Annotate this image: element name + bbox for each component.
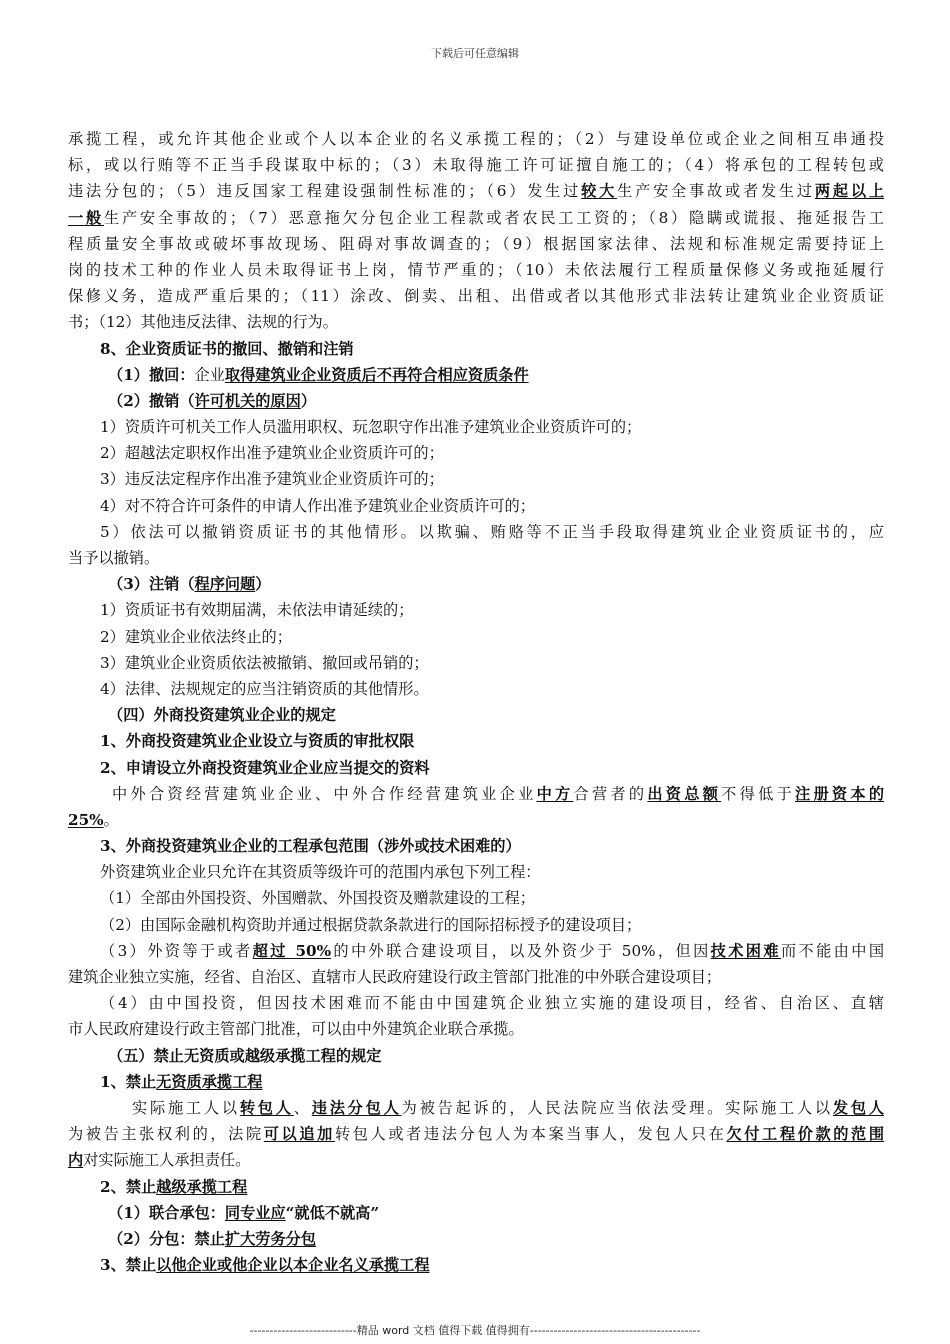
text-line <box>68 781 884 807</box>
text-span: 保修义务，造成严重后果的；（11）涂改、倒卖、出租、出借或者以其他形式非法转让建筑业企业资质证 <box>68 287 884 306</box>
bold-text: 1、外商投资建筑业企业设立与资质的审批权限 <box>100 732 415 751</box>
text-line <box>68 1147 884 1173</box>
emphasized-text: 越级承揽工程 <box>156 1177 248 1196</box>
emphasized-text: 无资质承揽工程 <box>156 1072 263 1091</box>
text-span: 2）建筑业企业依法终止的； <box>100 627 292 646</box>
emphasized-text: 以他企业或他企业以本企业名义承揽工程 <box>156 1256 430 1275</box>
text-line <box>68 807 884 833</box>
text-line <box>68 466 884 492</box>
text-line <box>68 336 884 362</box>
text-span: 为被告起诉的，人民法院应当依法受理。实际施工人以 <box>401 1098 833 1117</box>
text-span: 2）超越法定职权作出准予建筑业企业资质许可的； <box>100 444 444 463</box>
text-span: 标，或以行贿等不正当手段谋取中标的；（3）未取得施工许可证擅自施工的；（4）将承包的工程转包或 <box>68 156 884 175</box>
text-line <box>68 440 884 466</box>
text-span: 生产安全事故的；（7）恶意拖欠分包企业工程款或者农民工工资的；（8）隐瞒或谎报、拖延报告工 <box>103 208 884 227</box>
text-span: 为被告主张权利的，法院 <box>68 1125 264 1144</box>
text-line <box>68 388 884 414</box>
emphasized-text: 发包人 <box>832 1098 884 1117</box>
emphasized-text: 可以追加 <box>263 1125 335 1144</box>
text-line <box>68 231 884 257</box>
text-line <box>68 309 884 335</box>
page-footer: ---------------------------精品 word 文档 值得下载 值得拥有------------------------------------------- <box>249 1324 701 1337</box>
bold-text: 3、外商投资建筑业企业的工程承包范围（涉外或技术困难的） <box>100 837 521 856</box>
text-span: 4）法律、法规规定的应当注销资质的其他情形。 <box>100 679 429 698</box>
text-span: 4）对不符合许可条件的申请人作出准予建筑业企业资质许可的； <box>100 496 535 515</box>
text-span: 、 <box>293 1098 312 1117</box>
bold-text: 2、申请设立外商投资建筑业企业应当提交的资料 <box>100 758 430 777</box>
text-line <box>68 1174 884 1200</box>
text-span: 程质量安全事故或破坏事故现场、阻碍对事故调查的；（9）根据国家法律、法规和标准规定需要持证上 <box>68 234 884 253</box>
text-span: 转包人或者违法分包人为本案当事人，发包人只在 <box>334 1125 727 1144</box>
text-span: （2）由国际金融机构资助并通过根据贷款条款进行的国际招标授予的建设项目； <box>100 915 642 934</box>
bold-text: （2）分包：禁止 <box>108 1229 225 1248</box>
text-span: 承揽工程，或允许其他企业或个人以本企业的名义承揽工程的；（2）与建设单位或企业之间相互串通投 <box>68 130 884 148</box>
emphasized-text: 扩大劳务分包 <box>224 1229 317 1248</box>
bold-text: （3）注销（ <box>108 575 195 594</box>
text-line <box>68 283 884 309</box>
text-span: 的中外联合建设项目，以及外资少于 50%，但因 <box>331 941 711 960</box>
emphasized-text: 技术困难 <box>710 941 781 960</box>
text-line <box>68 885 884 911</box>
text-span: （4）由中国投资，但因技术困难而不能由中国建筑企业独立实施的建设项目，经省、自治区、直辖 <box>100 994 884 1013</box>
text-span: 企业 <box>194 365 225 384</box>
text-line <box>68 912 884 938</box>
bold-text: “就低不就高” <box>285 1203 380 1222</box>
text-span: 3）建筑业企业资质依法被撤销、撤回或吊销的； <box>100 653 429 672</box>
bold-text: 2、禁止 <box>100 1177 157 1196</box>
text-line <box>68 1121 884 1147</box>
text-line <box>68 650 884 676</box>
text-line <box>68 676 884 702</box>
text-span: 1）资质许可机关工作人员滥用职权、玩忽职守作出准予建筑业企业资质许可的； <box>100 418 642 437</box>
text-span: 岗的技术工种的作业人员未取得证书上岗，情节严重的；（10）未依法履行工程质量保修义务或拖延履行 <box>68 260 884 279</box>
text-line <box>68 990 884 1016</box>
text-line <box>68 205 884 231</box>
bold-text: ） <box>255 575 271 594</box>
emphasized-text: 欠付工程价款的范围 <box>726 1125 884 1144</box>
text-line <box>68 493 884 519</box>
text-line <box>68 1200 884 1226</box>
text-span: 市人民政府建设行政主管部门批准，可以由中外建筑企业联合承揽。 <box>68 1020 524 1039</box>
emphasized-text: 两起以上 <box>814 182 884 201</box>
text-line <box>68 755 884 781</box>
text-line <box>68 126 884 152</box>
text-line <box>68 597 884 623</box>
text-span: 生产安全事故或者发生过 <box>617 182 815 201</box>
bold-text: （2）撤销（ <box>108 391 195 410</box>
text-line <box>68 1226 884 1252</box>
bold-text: （1）撤回： <box>108 365 195 384</box>
emphasized-text: 中方 <box>536 784 574 803</box>
text-span: 实际施工人以 <box>132 1098 240 1117</box>
text-span: 违法分包的；（5）违反国家工程建设强制性标准的；（6）发生过 <box>68 182 582 201</box>
text-line <box>68 257 884 283</box>
text-line <box>68 519 884 545</box>
text-line <box>68 964 884 990</box>
text-span: 对实际施工人承担责任。 <box>83 1151 251 1170</box>
text-span: 而不能由中国 <box>780 941 884 960</box>
text-span: 合营者的 <box>573 784 648 803</box>
text-span: 3）违反法定程序作出准予建筑业企业资质许可的； <box>100 470 444 489</box>
text-span: 1）资质证书有效期届满，未依法申请延续的； <box>100 601 414 620</box>
page-header: 下载后可任意编辑 <box>431 47 519 60</box>
text-line <box>68 702 884 728</box>
emphasized-text: 超过 50% <box>252 941 332 960</box>
bold-text: （四）外商投资建筑业企业的规定 <box>108 706 336 725</box>
emphasized-text: 取得建筑业企业资质后不再符合相应资质条件 <box>224 365 529 384</box>
text-span: 中外合资经营建筑业企业、中外合作经营建筑业企业 <box>112 784 537 803</box>
text-line <box>68 362 884 388</box>
text-span: （3）外资等于或者 <box>100 941 253 960</box>
text-span: 书；（12）其他违反法律、法规的行为。 <box>68 313 338 332</box>
document-body <box>68 126 884 1278</box>
text-span: 外资建筑业企业只允许在其资质等级许可的范围内承包下列工程： <box>100 863 541 882</box>
bold-text: 1、禁止 <box>100 1072 157 1091</box>
bold-text: ） <box>300 391 317 410</box>
text-span: 当予以撤销。 <box>68 549 160 567</box>
text-line <box>68 833 884 859</box>
text-span: 。 <box>103 810 119 829</box>
text-line <box>68 178 884 204</box>
text-line <box>68 1095 884 1121</box>
bold-text: （五）禁止无资质或越级承揽工程的规定 <box>108 1046 382 1065</box>
text-line <box>68 571 884 597</box>
text-line <box>68 938 884 964</box>
text-line <box>68 1069 884 1095</box>
emphasized-text: 25% <box>68 810 104 829</box>
text-line <box>68 152 884 178</box>
emphasized-text: 违法分包人 <box>311 1098 402 1117</box>
text-line <box>68 1043 884 1069</box>
emphasized-text: 转包人 <box>239 1098 294 1117</box>
emphasized-text: 同专业应 <box>224 1203 286 1222</box>
text-line <box>68 728 884 754</box>
emphasized-text: 许可机关的原因 <box>194 391 301 410</box>
text-line <box>68 1016 884 1042</box>
bold-text: 3、禁止 <box>100 1256 157 1275</box>
text-line <box>68 624 884 650</box>
bold-text: （1）联合承包： <box>108 1203 225 1222</box>
text-line <box>68 1252 884 1278</box>
text-span: （1）全部由外国投资、外国赠款、外国投资及赠款建设的工程； <box>100 889 535 908</box>
bold-text: 8、企业资质证书的撤回、撤销和注销 <box>100 339 354 358</box>
emphasized-text: 一般 <box>68 208 104 227</box>
emphasized-text: 程序问题 <box>194 575 256 594</box>
text-span: 5）依法可以撤销资质证书的其他情形。以欺骗、贿赂等不正当手段取得建筑业企业资质证书的，应 <box>100 522 884 541</box>
text-span: 不得低于 <box>721 784 796 803</box>
text-line <box>68 414 884 440</box>
text-span: 建筑企业独立实施，经省、自治区、直辖市人民政府建设行政主管部门批准的中外联合建设项目； <box>68 968 722 986</box>
emphasized-text: 出资总额 <box>647 784 722 803</box>
emphasized-text: 内 <box>68 1151 84 1170</box>
text-line <box>68 545 884 571</box>
text-line <box>68 859 884 885</box>
emphasized-text: 注册资本的 <box>795 784 884 803</box>
emphasized-text: 较大 <box>581 182 618 201</box>
